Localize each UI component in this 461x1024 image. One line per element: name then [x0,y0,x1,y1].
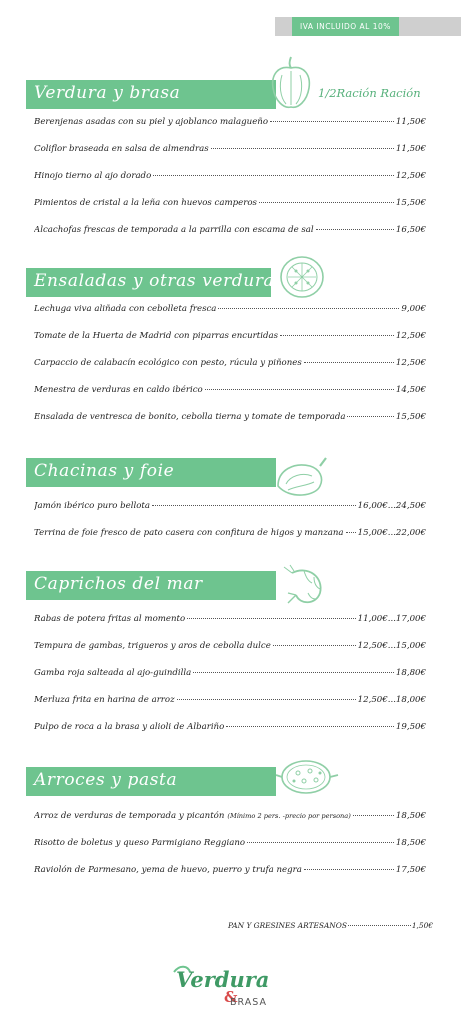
item-name: Rabas de potera fritas al momento [34,614,186,624]
ham-icon [272,456,328,502]
item-price: 15,50€ [395,198,426,208]
section-title: Caprichos del mar [34,574,203,594]
item-name: Merluza frita en harina de arroz [34,695,175,705]
item-price: 15,50€ [395,412,426,422]
bread-line [228,921,433,930]
item-name: Jamón ibérico puro bellota [34,501,150,511]
item-name: Arroz de verduras de temporada y picantón [34,811,225,821]
section-banner [26,268,284,297]
menu-item [34,695,426,709]
menu-item [34,865,426,879]
item-name: Hinojo tierno al ajo dorado [34,171,152,181]
item-price: 17,50€ [395,865,426,875]
item-price: 11,50€ [395,144,426,154]
leader-dots [177,699,356,700]
leader-dots [259,202,394,203]
item-name: Ensalada de ventresca de bonito, cebolla tierna y tomate de temporada [34,412,346,422]
leader-dots [280,335,394,336]
menu-item [34,331,426,345]
item-price: 19,50€ [395,722,426,732]
leader-dots [218,308,399,309]
menu-item [34,412,426,426]
item-price: 11,50€ [395,117,426,127]
paella-pan-icon [276,753,340,799]
section-title: Ensaladas y otras verduras [34,271,284,291]
item-price: 11,00€...17,00€ [357,614,426,624]
menu-item [34,117,426,131]
section-title: Arroces y pasta [34,770,178,790]
section-banner [26,80,276,109]
item-price: 12,50€...15,00€ [357,641,426,651]
menu-item [34,668,426,682]
leader-dots [226,726,394,727]
item-name: Raviolón de Parmesano, yema de huevo, puerro y trufa negra [34,865,302,875]
leader-dots [304,869,394,870]
item-price: 18,50€ [395,811,426,821]
section-banner [26,571,276,600]
menu-item [34,225,426,239]
menu-item [34,358,426,372]
menu-item [34,304,426,318]
leader-dots [346,532,356,533]
leader-dots [153,175,394,176]
logo-artwork [170,960,290,1010]
item-name: Pimientos de cristal a la leña con huevos camperos [34,198,257,208]
item-name: Gamba roja salteada al ajo-guindilla [34,668,192,678]
ration-subheading: 1/2Ración Ración [318,86,421,100]
tomato-slice-icon [278,254,326,300]
menu-item [34,838,426,852]
item-name: Berenjenas asadas con su piel y ajoblanco malagueño [34,117,268,127]
item-name: Terrina de foie fresco de pato casera con confitura de higos y manzana [34,528,344,538]
logo-sub: BRASA [230,997,267,1008]
menu-item [34,641,426,655]
section-banner [26,767,276,796]
item-name: Lechuga viva aliñada con cebolleta fresca [34,304,217,314]
item-name: Menestra de verduras en caldo ibérico [34,385,203,395]
leader-dots [205,389,394,390]
bread-name: PAN Y GRESINES ARTESANOS [228,921,347,930]
pepper-icon [268,53,314,111]
leader-dots [304,362,394,363]
bread-price: 1,50€ [411,921,433,930]
menu-item [34,385,426,399]
restaurant-logo [170,960,290,1010]
shrimp-icon [282,563,328,609]
item-name: Pulpo de roca a la brasa y alioli de Albariño [34,722,225,732]
logo-ampersand: & [224,988,238,1006]
leader-dots [316,229,394,230]
iva-label: IVA INCLUIDO AL 10% [292,17,399,36]
item-name: Coliflor braseada en salsa de almendras [34,144,209,154]
menu-item [34,501,426,515]
item-price: 9,00€ [401,304,426,314]
leader-dots [347,416,393,417]
leader-dots [152,505,356,506]
logo-text: Verdura [176,967,270,992]
section-title: Verdura y brasa [34,83,181,103]
menu-item [34,198,426,212]
leader-dots [353,815,394,816]
item-price: 15,00€...22,00€ [357,528,426,538]
item-price: 12,50€ [395,358,426,368]
leader-dots [247,842,394,843]
item-price: 12,50€ [395,171,426,181]
leader-dots [270,121,394,122]
leader-dots [348,925,411,926]
item-name: Tempura de gambas, trigueros y aros de cebolla dulce [34,641,271,651]
item-price: 16,00€...24,50€ [357,501,426,511]
item-name: Tomate de la Huerta de Madrid con piparras encurtidas [34,331,278,341]
item-name: Carpaccio de calabacín ecológico con pesto, rúcula y piñones [34,358,302,368]
menu-item [34,614,426,628]
item-price: 18,50€ [395,838,426,848]
item-price: 12,50€...18,00€ [357,695,426,705]
menu-item [34,722,426,736]
iva-header-bar [275,17,461,36]
item-price: 18,80€ [395,668,426,678]
menu-item [34,811,426,825]
item-note: (Mínimo 2 pers. -precio por persona) [227,812,351,820]
menu-item [34,144,426,158]
menu-item [34,528,426,542]
section-banner [26,458,276,487]
leader-dots [187,618,356,619]
item-name: Risotto de boletus y queso Parmigiano Reggiano [34,838,246,848]
menu-item [34,171,426,185]
item-price: 12,50€ [395,331,426,341]
item-name: Alcachofas frescas de temporada a la parrilla con escama de sal [34,225,314,235]
item-price: 14,50€ [395,385,426,395]
section-title: Chacinas y foie [34,461,175,481]
leader-dots [273,645,356,646]
item-price: 16,50€ [395,225,426,235]
leader-dots [211,148,394,149]
leader-dots [193,672,394,673]
